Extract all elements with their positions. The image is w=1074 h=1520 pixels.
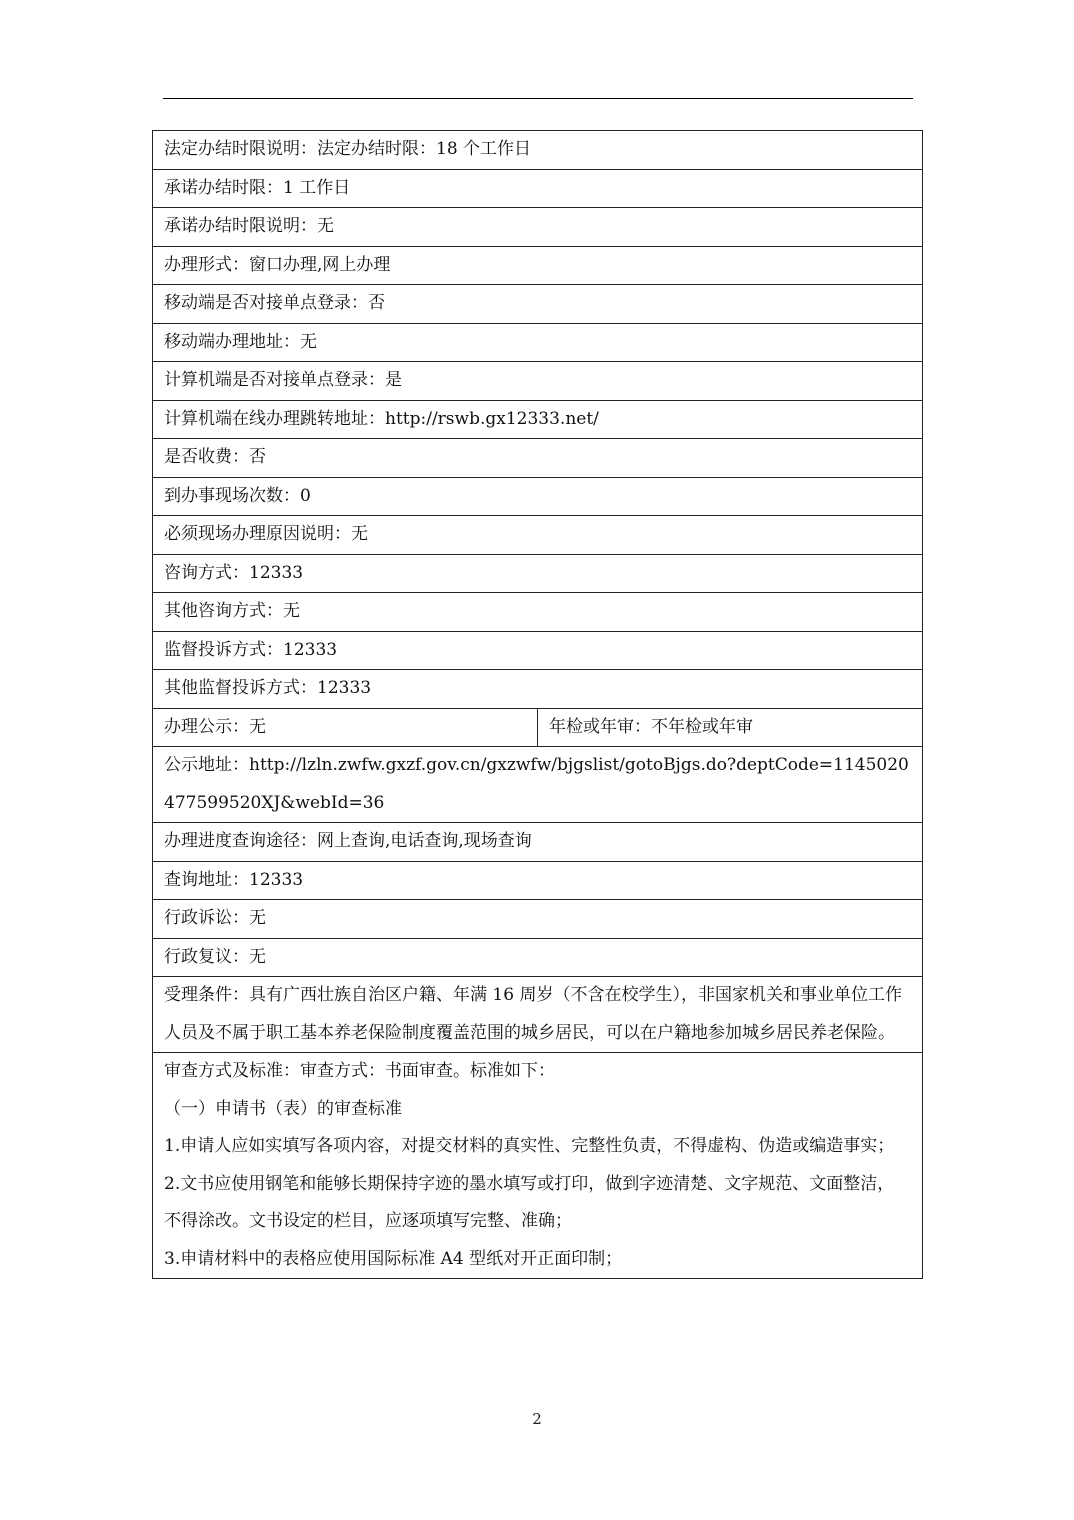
table-row xyxy=(153,823,923,862)
row-handling-form: 办理形式：窗口办理,网上办理 xyxy=(153,246,923,285)
service-info-table xyxy=(152,130,923,1279)
review-item: 3.申请材料中的表格应使用国际标准 A4 型纸对开正面印制； xyxy=(164,1248,623,1269)
row-query-address: 查询地址：12333 xyxy=(153,861,923,900)
row-annual-inspection: 年检或年审：不年检或年审 xyxy=(538,708,923,747)
review-item: 2.文书应使用钢笔和能够长期保持字迹的墨水填写或打印，做到字迹清楚、文字规范、文面整洁，不得涂改。文书设定的栏目，应逐项填写完整、准确； xyxy=(164,1173,895,1231)
table-row xyxy=(153,708,923,747)
row-review-standards xyxy=(153,1053,923,1279)
table-row xyxy=(153,977,923,1053)
table-row xyxy=(153,169,923,208)
row-publicity-address: 公示地址：http://lzln.zwfw.gxzf.gov.cn/gxzwfw/bjgslist/gotoBjgs.do?deptCode=1145020477599520XJ&webId=36 xyxy=(153,747,923,823)
table-row xyxy=(153,900,923,939)
table-row xyxy=(153,938,923,977)
row-consult-method: 咨询方式：12333 xyxy=(153,554,923,593)
table-row xyxy=(153,631,923,670)
row-other-complaint: 其他监督投诉方式：12333 xyxy=(153,670,923,709)
table-row xyxy=(153,131,923,170)
table-row xyxy=(153,246,923,285)
page-number: 2 xyxy=(532,1410,542,1428)
row-promise-time: 承诺办结时限：1 工作日 xyxy=(153,169,923,208)
table-row xyxy=(153,208,923,247)
row-pc-online-address: 计算机端在线办理跳转地址：http://rswb.gx12333.net/ xyxy=(153,400,923,439)
row-legal-time-desc: 法定办结时限说明：法定办结时限：18 个工作日 xyxy=(153,131,923,170)
table-row xyxy=(153,670,923,709)
row-onsite-reason: 必须现场办理原因说明：无 xyxy=(153,516,923,555)
review-item: 1.申请人应如实填写各项内容，对提交材料的真实性、完整性负责，不得虚构、伪造或编造事实； xyxy=(164,1136,895,1156)
row-litigation: 行政诉讼：无 xyxy=(153,900,923,939)
row-publicity: 办理公示：无 xyxy=(153,708,538,747)
row-visit-count: 到办事现场次数：0 xyxy=(153,477,923,516)
table-row xyxy=(153,554,923,593)
row-other-consult: 其他咨询方式：无 xyxy=(153,593,923,632)
review-subtitle: （一）申请书（表）的审查标准 xyxy=(164,1098,402,1119)
table-row xyxy=(153,285,923,324)
table-row xyxy=(153,400,923,439)
row-acceptance-conditions: 受理条件：具有广西壮族自治区户籍、年满 16 周岁（不含在校学生），非国家机关和事业单位工作人员及不属于职工基本养老保险制度覆盖范围的城乡居民，可以在户籍地参加城乡居民养老保险。 xyxy=(153,977,923,1053)
table-row xyxy=(153,1053,923,1279)
row-promise-time-desc: 承诺办结时限说明：无 xyxy=(153,208,923,247)
table-row xyxy=(153,593,923,632)
table-row xyxy=(153,439,923,478)
row-progress-query: 办理进度查询途径：网上查询,电话查询,现场查询 xyxy=(153,823,923,862)
row-reconsideration: 行政复议：无 xyxy=(153,938,923,977)
table-row xyxy=(153,516,923,555)
table-row xyxy=(153,861,923,900)
review-title: 审查方式及标准：审查方式：书面审查。标准如下： xyxy=(164,1061,555,1081)
row-mobile-sso: 移动端是否对接单点登录：否 xyxy=(153,285,923,324)
table-row xyxy=(153,747,923,823)
row-fee: 是否收费：否 xyxy=(153,439,923,478)
table-row xyxy=(153,323,923,362)
table-row xyxy=(153,362,923,401)
row-mobile-address: 移动端办理地址：无 xyxy=(153,323,923,362)
header-rule xyxy=(163,98,913,99)
table-row xyxy=(153,477,923,516)
row-complaint-method: 监督投诉方式：12333 xyxy=(153,631,923,670)
row-pc-sso: 计算机端是否对接单点登录：是 xyxy=(153,362,923,401)
